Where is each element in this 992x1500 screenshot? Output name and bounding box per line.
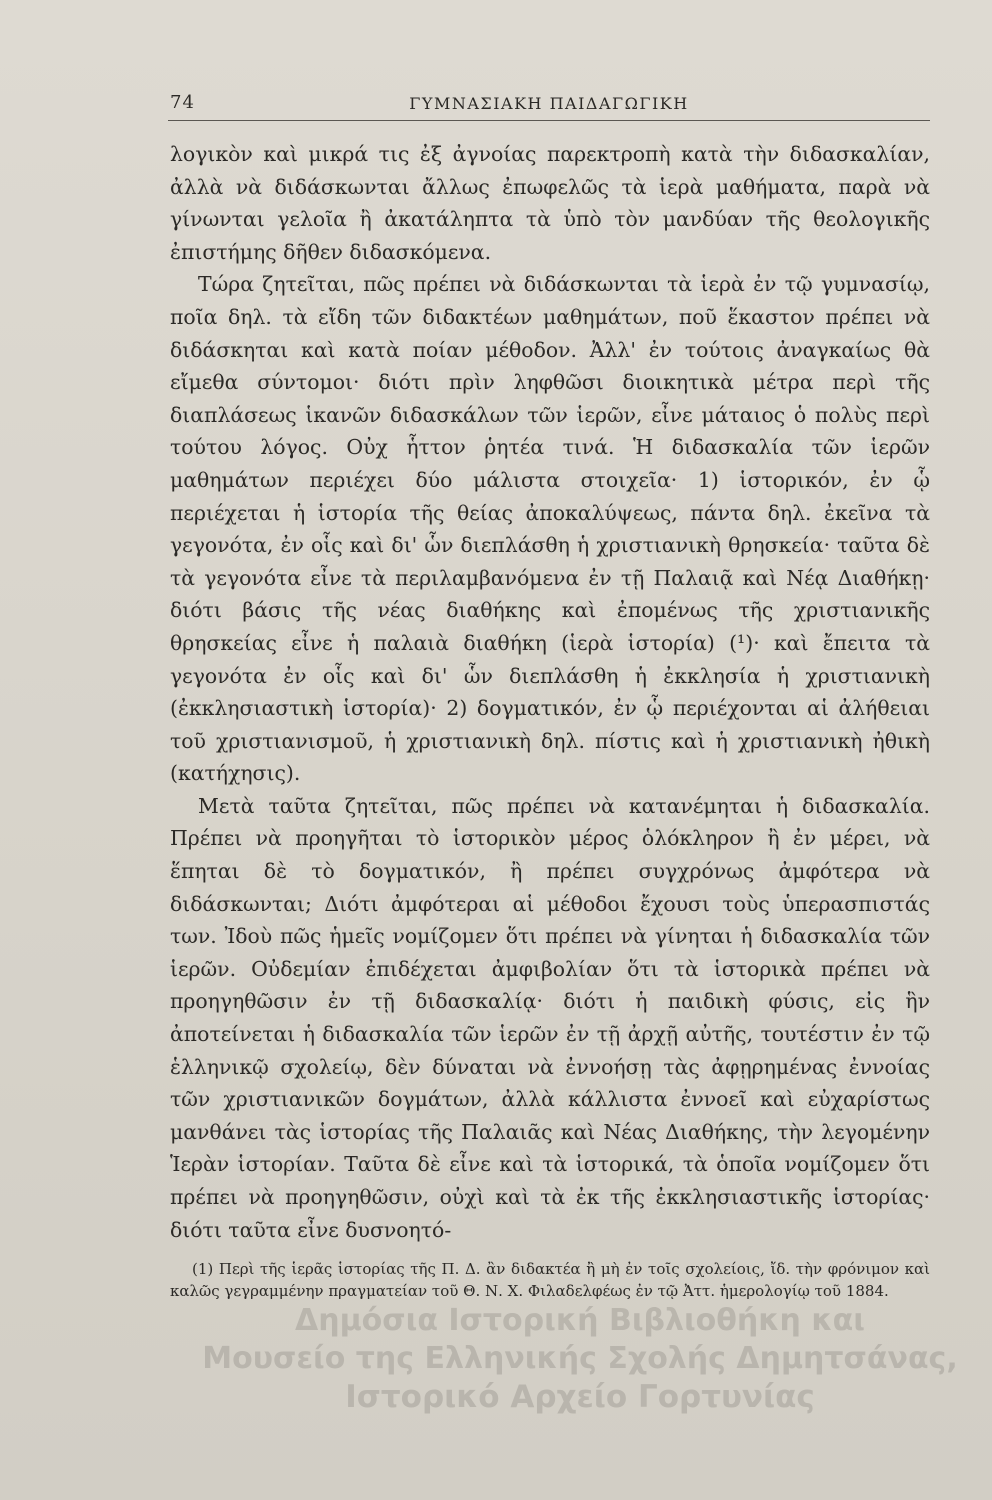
page-number: 74	[170, 92, 195, 113]
running-head: ΓΥΜΝΑΣΙΑΚΗ ΠΑΙΔΑΓΩΓΙΚΗ	[409, 94, 689, 113]
body-text	[170, 138, 930, 1246]
library-watermark	[200, 1302, 960, 1416]
page-header	[168, 88, 930, 121]
footnotes	[170, 1258, 930, 1302]
watermark-line-1: Δημόσια Ιστορική Βιβλιοθήκη και	[295, 1303, 865, 1338]
paragraph-3: Μετὰ ταῦτα ζητεῖται, πῶς πρέπει νὰ κατανέμηται ἡ διδασκαλία. Πρέπει νὰ προηγῆται τὸ ἱστορικὸν μέρος ὁλόκληρον ἢ ἐν μέρει, νὰ ἕπηται δὲ τὸ δογματικόν, ἢ πρέπει συγχρόνως ἀμφότερα νὰ διδάσκωνται; Διότι ἀμφότεραι αἱ μέθοδοι ἔχουσι τοὺς ὑπερασπιστάς των. Ἰδοὺ πῶς ἡμεῖς νομίζομεν ὅτι πρέπει νὰ γίνηται ἡ διδασκαλία τῶν ἱερῶν. Οὐδεμίαν ἐπιδέχεται ἀμφιβολίαν ὅτι τὰ ἱστορικὰ πρέπει νὰ προηγηθῶσιν ἐν τῇ διδασκαλίᾳ· διότι ἡ παιδικὴ φύσις, εἰς ἣν ἀποτείνεται ἡ διδασκαλία τῶν ἱερῶν ἐν τῇ ἀρχῇ αὐτῆς, τουτέστιν ἐν τῷ ἑλληνικῷ σχολείῳ, δὲν δύναται νὰ ἐννοήσῃ τὰς ἀφῃρημένας ἐννοίας τῶν χριστιανικῶν δογμάτων, ἀλλὰ κάλλιστα ἐννοεῖ καὶ εὐχαρίστως μανθάνει τὰς ἱστορίας τῆς Παλαιᾶς καὶ Νέας Διαθήκης, τὴν λεγομένην Ἱερὰν ἱστορίαν. Ταῦτα δὲ εἶνε καὶ τὰ ἱστορικά, τὰ ὁποῖα νομίζομεν ὅτι πρέπει νὰ προηγηθῶσιν, οὐχὶ καὶ τὰ ἐκ τῆς ἐκκλησιαστικῆς ἱστορίας· διότι ταῦτα εἶνε δυσνοητό-	[170, 793, 930, 1242]
watermark-line-2: Μουσείο της Ελληνικής Σχολής Δημητσάνας,	[202, 1341, 958, 1376]
watermark-line-3: Ιστορικό Αρχείο Γορτυνίας	[345, 1379, 815, 1415]
footnote-1: (1) Περὶ τῆς ἱερᾶς ἱστορίας τῆς Π. Δ. ἂν διδακτέα ἢ μὴ ἐν τοῖς σχολείοις, ἴδ. τὴν φρόνιμον καὶ καλῶς γεγραμμένην πραγματείαν τοῦ Θ. Ν. Χ. Φιλαδελφέως ἐν τῷ Ἀττ. ἡμερολογίῳ τοῦ 1884.	[170, 1260, 930, 1300]
paragraph-1: λογικὸν καὶ μικρά τις ἐξ ἀγνοίας παρεκτροπὴ κατὰ τὴν διδασκαλίαν, ἀλλὰ νὰ διδάσκωνται ἄλλως ἐπωφελῶς τὰ ἱερὰ μαθήματα, παρὰ νὰ γίνωνται γελοῖα ἢ ἀκατάληπτα τὰ ὑπὸ τὸν μανδύαν τῆς θεολογικῆς ἐπιστήμης δῆθεν διδασκόμενα.	[170, 142, 930, 264]
paragraph-2: Τώρα ζητεῖται, πῶς πρέπει νὰ διδάσκωνται τὰ ἱερὰ ἐν τῷ γυμνασίῳ, ποῖα δηλ. τὰ εἴδη τῶν διδακτέων μαθημάτων, ποῦ ἕκαστον πρέπει νὰ διδάσκηται καὶ κατὰ ποίαν μέθοδον. Ἀλλ' ἐν τούτοις ἀναγκαίως θὰ εἴμεθα σύντομοι· διότι πρὶν ληφθῶσι διοικητικὰ μέτρα περὶ τῆς διαπλάσεως ἱκανῶν διδασκάλων τῶν ἱερῶν, εἶνε μάταιος ὁ πολὺς περὶ τούτου λόγος. Οὐχ ἧττον ῥητέα τινά. Ἡ διδασκαλία τῶν ἱερῶν μαθημάτων περιέχει δύο μάλιστα στοιχεῖα· 1) ἱστορικόν, ἐν ᾧ περιέχεται ἡ ἱστορία τῆς θείας ἀποκαλύψεως, πάντα δηλ. ἐκεῖνα τὰ γεγονότα, ἐν οἷς καὶ δι' ὧν διεπλάσθη ἡ χριστιανικὴ θρησκεία· ταῦτα δὲ τὰ γεγονότα εἶνε τὰ περιλαμβανόμενα ἐν τῇ Παλαιᾷ καὶ Νέᾳ Διαθήκῃ· διότι βάσις τῆς νέας διαθήκης καὶ ἐπομένως τῆς χριστιανικῆς θρησκείας εἶνε ἡ παλαιὰ διαθήκη (ἱερὰ ἱστορία) (¹)· καὶ ἔπειτα τὰ γεγονότα ἐν οἷς καὶ δι' ὧν διεπλάσθη ἡ ἐκκλησία ἡ χριστιανικὴ (ἐκκλησιαστικὴ ἱστορία)· 2) δογματικόν, ἐν ᾧ περιέχονται αἱ ἀλήθειαι τοῦ χριστιανισμοῦ, ἡ χριστιανικὴ δηλ. πίστις καὶ ἡ χριστιανικὴ ἠθικὴ (κατήχησις).	[170, 272, 930, 786]
